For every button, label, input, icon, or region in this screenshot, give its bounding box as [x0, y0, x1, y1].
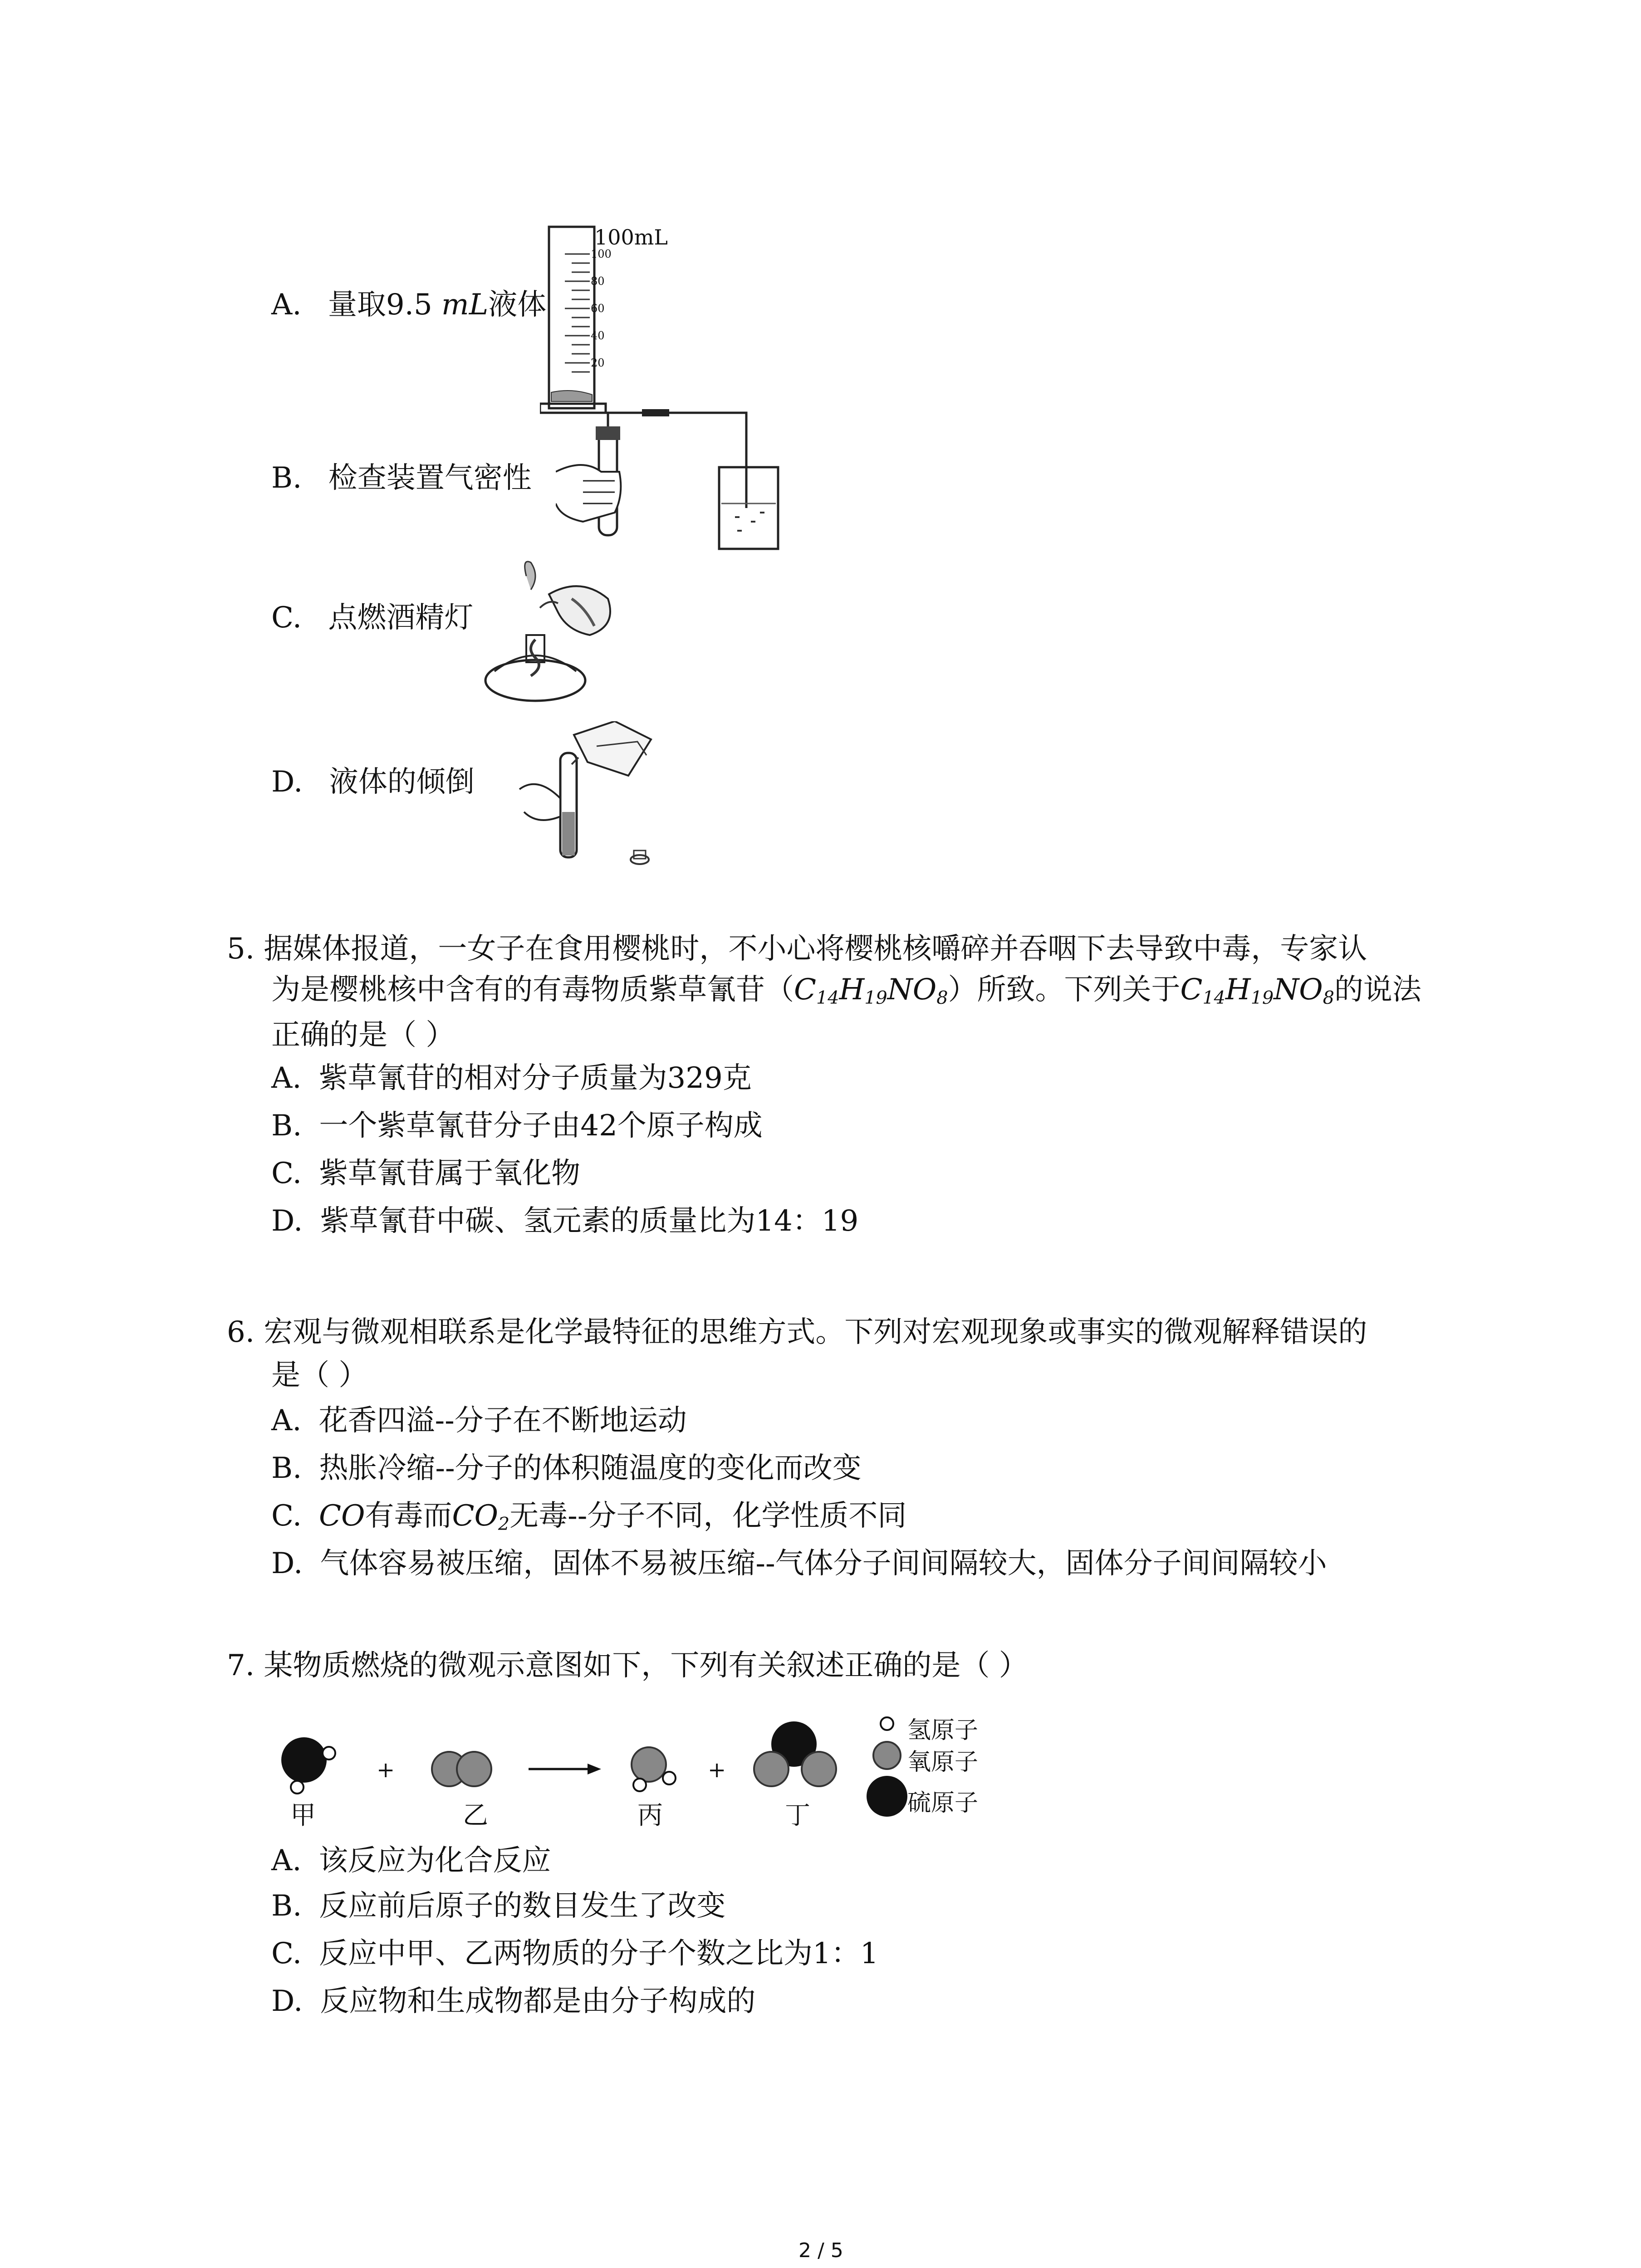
q6-option-d — [271, 1549, 1327, 1578]
reaction-plus-sign: + — [708, 1757, 726, 1783]
option-text: 该反应为化合反应 — [318, 1844, 551, 1877]
formula: $C_{14}H_{19}NO_8$ — [794, 973, 948, 1008]
option-text: 气体容易被压缩，固体不易被压缩--气体分子间间隔较大，固体分子间间隔较小 — [320, 1547, 1327, 1580]
option-letter: C. — [271, 1937, 302, 1970]
option-letter: A. — [271, 1844, 302, 1877]
option-letter: B. — [271, 1109, 302, 1143]
q5-option-b — [271, 1109, 763, 1143]
q4-option-d — [271, 767, 475, 797]
option-letter: D. — [271, 1547, 303, 1580]
option-text: 检查装置气密性 — [328, 461, 532, 495]
option-letter: B. — [271, 461, 302, 495]
q5-option-a — [271, 1061, 752, 1095]
q6-option-a — [271, 1406, 687, 1435]
q5-stem-text: 为是樱桃核中含有的有毒物质紫草氰苷（ — [271, 973, 794, 1007]
option-text: 点燃酒精灯 — [328, 601, 474, 635]
option-text: 花香四溢--分子在不断地运动 — [318, 1404, 687, 1437]
option-unit: mL — [441, 288, 489, 322]
legend-oxygen-atom: 氧原子 — [907, 1749, 979, 1776]
page-number: 2 / 5 — [798, 2239, 843, 2262]
molecule-label-ding: 丁 — [785, 1801, 810, 1830]
q5-stem-text: 的说法 — [1334, 973, 1421, 1007]
reaction-plus-sign: + — [377, 1757, 395, 1783]
molecule-label-jia: 甲 — [290, 1801, 316, 1830]
option-letter: A. — [271, 1404, 302, 1437]
alcohol-lamp-figure — [481, 558, 626, 708]
q5-stem-text: ）所致。下列关于 — [948, 973, 1181, 1007]
option-text: 紫草氰苷的相对分子质量为329克 — [318, 1061, 752, 1095]
option-text: 反应中甲、乙两物质的分子个数之比为1：1 — [319, 1937, 879, 1970]
option-letter: A. — [271, 1061, 302, 1095]
legend-hydrogen-atom: 氢原子 — [907, 1717, 979, 1744]
q5-option-c — [271, 1159, 580, 1188]
option-text: 有毒而 — [365, 1499, 452, 1533]
q5-stem-line3: 正确的是（ ） — [271, 1018, 455, 1052]
option-text: 紫草氰苷属于氧化物 — [319, 1157, 581, 1190]
option-text: 一个紫草氰苷分子由42个原子构成 — [319, 1109, 763, 1143]
option-letter: D. — [271, 1204, 303, 1238]
q6-stem-line1: 6. 宏观与微观相联系是化学最特征的思维方式。下列对宏观现象或事实的微观解释错误的 — [227, 1315, 1367, 1349]
option-number: 9.5 — [386, 288, 432, 322]
molecule-label-yi: 乙 — [463, 1801, 488, 1830]
legend-sulfur-atom: 硫原子 — [907, 1789, 979, 1817]
option-letter: D. — [271, 1984, 303, 2018]
option-letter: A. — [271, 288, 302, 322]
q4-option-c — [271, 601, 474, 635]
q6-stem-line2: 是（ ） — [271, 1359, 368, 1392]
q6-option-b — [271, 1454, 862, 1483]
q4-option-b — [271, 461, 532, 495]
option-text: 热胀冷缩--分子的体积随温度的变化而改变 — [319, 1452, 862, 1485]
cylinder-capacity-label: 100mL — [594, 225, 668, 249]
option-letter: C. — [271, 601, 302, 635]
option-text: 反应前后原子的数目发生了改变 — [319, 1889, 726, 1923]
formula: CO — [319, 1499, 365, 1533]
formula: $CO_2$ — [452, 1499, 510, 1535]
formula: $C_{14}H_{19}NO_8$ — [1180, 973, 1334, 1008]
q6-option-c — [271, 1501, 906, 1534]
q4-option-a — [271, 288, 547, 322]
cylinder-tick-label: 100 — [591, 248, 612, 260]
option-letter: D. — [271, 765, 303, 799]
cylinder-tick-label: 80 — [591, 275, 605, 288]
q7-option-d — [271, 1984, 756, 2018]
option-letter: B. — [271, 1889, 302, 1923]
q7-stem: 7. 某物质燃烧的微观示意图如下，下列有关叙述正确的是（ ） — [227, 1649, 1028, 1682]
q5-option-d — [271, 1204, 859, 1238]
cylinder-tick-label: 20 — [591, 357, 605, 369]
cylinder-tick-label: 60 — [591, 302, 605, 315]
q5-stem-line2 — [271, 975, 1421, 1007]
option-text: 量取 — [328, 288, 386, 322]
cylinder-tick-label: 40 — [591, 329, 605, 342]
option-text: 液体的倾倒 — [329, 765, 475, 799]
q7-option-c — [271, 1939, 878, 1968]
q7-option-b — [271, 1889, 726, 1923]
option-letter: B. — [271, 1452, 302, 1485]
option-text: 无毒--分子不同，化学性质不同 — [509, 1499, 907, 1533]
q5-stem-line1: 5. 据媒体报道，一女子在食用樱桃时，不小心将樱桃核嚼碎并吞咽下去导致中毒，专家认 — [227, 932, 1367, 966]
airtightness-check-figure — [556, 404, 787, 553]
option-text: 反应物和生成物都是由分子构成的 — [320, 1984, 756, 2018]
liquid-pouring-figure — [510, 721, 674, 871]
q7-option-a — [271, 1846, 551, 1875]
molecule-label-bing: 丙 — [637, 1801, 663, 1830]
option-letter: C. — [271, 1499, 302, 1533]
option-text: 液体 — [488, 288, 547, 322]
option-letter: C. — [271, 1157, 302, 1190]
option-text: 紫草氰苷中碳、氢元素的质量比为14：19 — [320, 1204, 859, 1238]
